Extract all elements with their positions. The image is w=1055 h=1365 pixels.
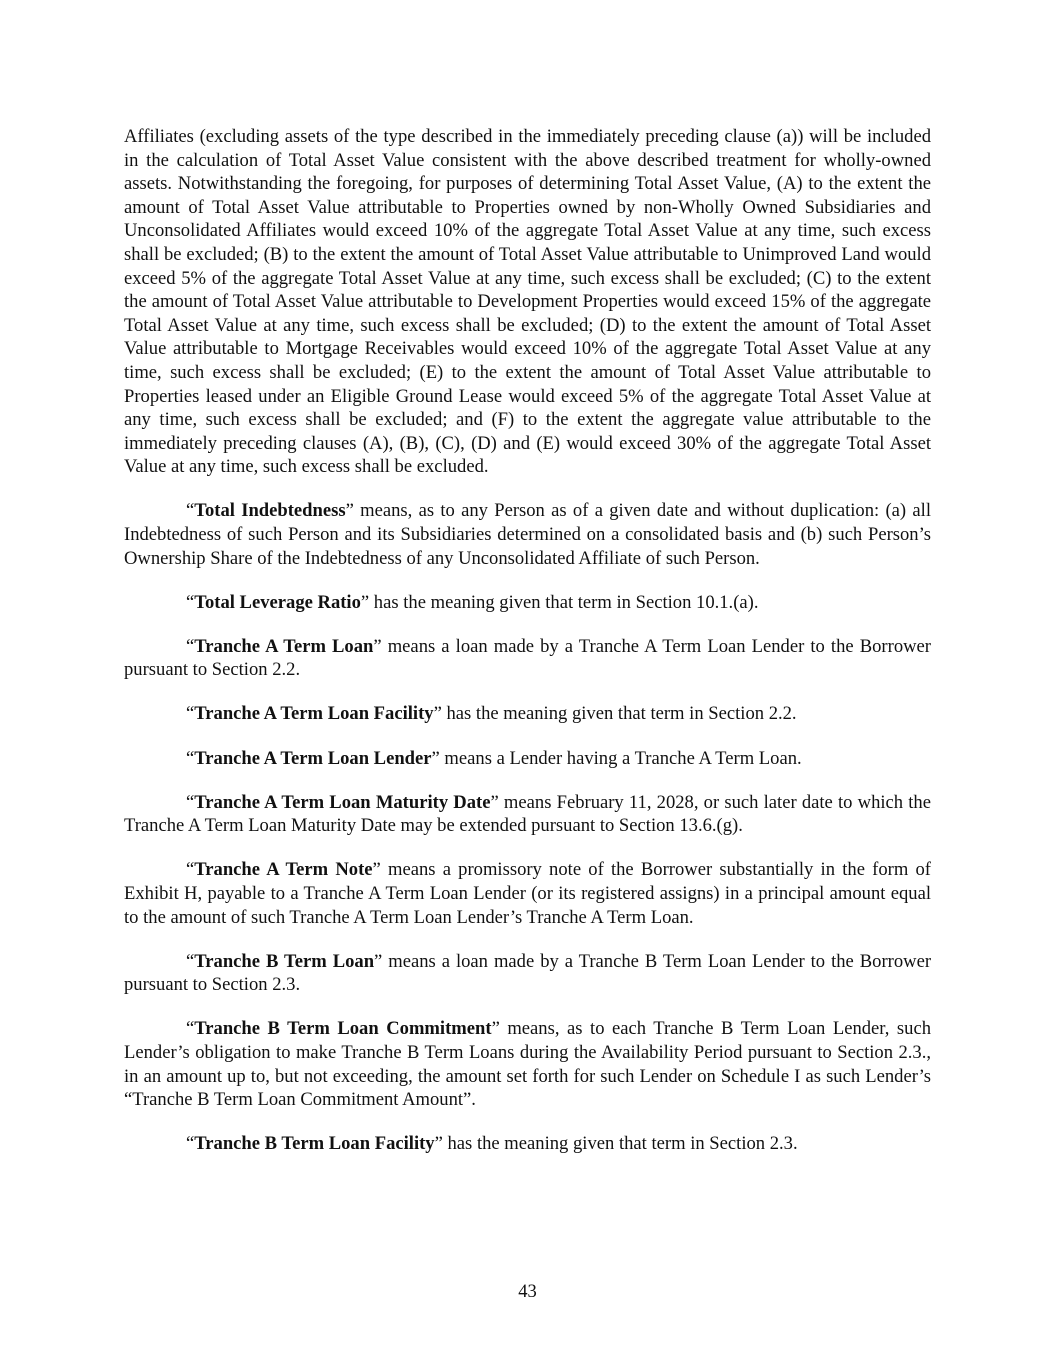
definition-text: ” means a promissory note of the Borrower substantially in the form of Exhibit H, payable to a Tranche A Term Loan Lender (or its registered assigns) in a principal amount equal to the amount of such Tranche A Term Loan Lender’s Tranche A Term Loan. <box>124 859 931 928</box>
defined-term: Tranche B Term Loan <box>194 950 375 972</box>
open-quote: “ <box>186 950 195 972</box>
open-quote: “ <box>186 500 195 522</box>
definition-tranche-a-term-note <box>124 858 931 929</box>
defined-term: Tranche A Term Loan Lender <box>194 747 432 769</box>
definition-tranche-a-term-loan <box>124 635 931 682</box>
open-quote: “ <box>186 1018 195 1040</box>
definition-total-leverage-ratio <box>124 591 931 615</box>
defined-term: Tranche A Term Loan <box>194 635 374 657</box>
definition-text: ” means, as to any Person as of a given date and without duplication: (a) all Indebtedness of such Person and its Subsidiaries determined on a consolidated basis and (b) such Person’s Ownership Share of the Indebtedness of any Unconsolidated Affiliate of such Person. <box>124 500 931 569</box>
open-quote: “ <box>186 591 195 613</box>
definition-text: ” has the meaning given that term in Section 2.2. <box>433 703 797 725</box>
definition-tranche-a-term-loan-facility <box>124 702 931 726</box>
continuation-paragraph: Affiliates (excluding assets of the type described in the immediately preceding clause (a)) will be included in the calculation of Total Asset Value consistent with the above described treatment for wholly-owned assets. Notwithstanding the foregoing, for purposes of determining Total Asset Value, (A) to the extent the amount of Total Asset Value attributable to Properties owned by non-Wholly Owned Subsidiaries and Unconsolidated Affiliates would exceed 10% of the aggregate Total Asset Value at any time, such excess shall be excluded; (B) to the extent the amount of Total Asset Value attributable to Unimproved Land would exceed 5% of the aggregate Total Asset Value at any time, such excess shall be excluded; (C) to the extent the amount of Total Asset Value attributable to Development Properties would exceed 15% of the aggregate Total Asset Value at any time, such excess shall be excluded; (D) to the extent the amount of Total Asset Value attributable to Mortgage Receivables would exceed 10% of the aggregate Total Asset Value at any time, such excess shall be excluded; (E) to the extent the amount of Total Asset Value attributable to Properties leased under an Eligible Ground Lease would exceed 5% of the aggregate Total Asset Value at any time, such excess shall be excluded; and (F) to the extent the aggregate value attributable to the immediately preceding clauses (A), (B), (C), (D) and (E) would exceed 30% of the aggregate Total Asset Value at any time, such excess shall be excluded. <box>124 126 931 478</box>
definition-tranche-b-term-loan <box>124 950 931 997</box>
open-quote: “ <box>186 791 195 813</box>
page-number: 43 <box>518 1281 537 1302</box>
definition-text: ” means a loan made by a Tranche B Term Loan Lender to the Borrower pursuant to Section 2.3. <box>124 950 932 996</box>
defined-term: Tranche B Term Loan Commitment <box>194 1018 492 1040</box>
definition-tranche-b-term-loan-commitment <box>124 1017 931 1111</box>
defined-term: Total Indebtedness <box>194 500 346 522</box>
definition-text: ” means, as to each Tranche B Term Loan Lender, such Lender’s obligation to make Tranche B Term Loans during the Availability Period pursuant to Section 2.3., in an amount up to, but not exceeding, the amount set forth for such Lender on Schedule I as such Lender’s “Tranche B Term Loan Commitment Amount”. <box>124 1018 932 1111</box>
definition-tranche-b-term-loan-facility <box>124 1132 931 1156</box>
definition-text: ” has the meaning given that term in Section 10.1.(a). <box>360 591 759 613</box>
document-page <box>124 125 931 1176</box>
open-quote: “ <box>186 703 195 725</box>
open-quote: “ <box>186 1133 195 1155</box>
defined-term: Total Leverage Ratio <box>194 591 361 613</box>
open-quote: “ <box>186 635 195 657</box>
defined-term: Tranche A Term Loan Maturity Date <box>194 791 491 813</box>
open-quote: “ <box>186 859 195 881</box>
definition-total-indebtedness <box>124 499 931 570</box>
definition-text: ” means February 11, 2028, or such later date to which the Tranche A Term Loan Maturity Date may be extended pursuant to Section 13.6.(g). <box>124 791 931 837</box>
definition-tranche-a-term-loan-lender <box>124 747 931 771</box>
definition-text: ” has the meaning given that term in Section 2.3. <box>434 1133 798 1155</box>
definition-tranche-a-term-loan-maturity-date <box>124 791 931 838</box>
open-quote: “ <box>186 747 195 769</box>
defined-term: Tranche A Term Loan Facility <box>194 703 434 725</box>
defined-term: Tranche B Term Loan Facility <box>194 1133 435 1155</box>
defined-term: Tranche A Term Note <box>194 859 373 881</box>
definition-text: ” means a Lender having a Tranche A Term Loan. <box>431 747 802 769</box>
definition-text: ” means a loan made by a Tranche A Term Loan Lender to the Borrower pursuant to Section 2.2. <box>124 635 931 681</box>
